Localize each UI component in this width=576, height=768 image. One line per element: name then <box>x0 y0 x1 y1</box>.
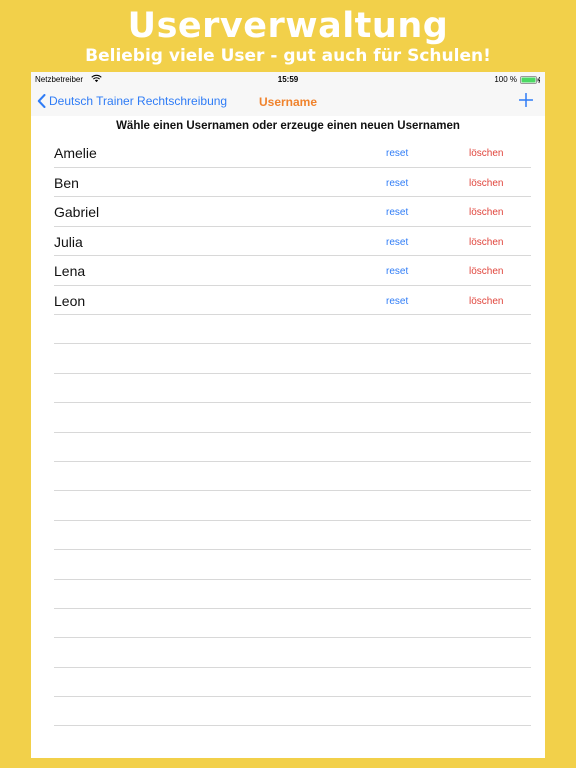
plus-icon[interactable] <box>519 93 533 107</box>
page-title: Username <box>258 95 318 109</box>
empty-row <box>54 609 531 638</box>
battery-percent: 100 % <box>494 75 517 84</box>
delete-button[interactable]: löschen <box>469 295 504 307</box>
empty-row <box>54 521 531 550</box>
user-row[interactable] <box>54 286 531 316</box>
user-row[interactable] <box>54 227 531 257</box>
user-name: Lena <box>54 263 86 279</box>
app-screen <box>31 72 545 758</box>
delete-button[interactable]: löschen <box>469 207 504 218</box>
user-name: Julia <box>54 233 83 250</box>
empty-row <box>54 315 531 344</box>
empty-row <box>54 550 531 579</box>
reset-button[interactable]: reset <box>386 207 409 218</box>
empty-row <box>54 374 531 403</box>
empty-row <box>54 462 531 491</box>
user-name: Leon <box>54 292 86 309</box>
promo-subtitle: Beliebig viele User - gut auch für Schulen! <box>85 46 491 66</box>
back-button-label: Deutsch Trainer Rechtschreibung <box>49 94 228 108</box>
reset-button[interactable]: reset <box>386 266 409 277</box>
user-row[interactable] <box>54 138 531 168</box>
user-row[interactable] <box>54 256 531 286</box>
user-name: Amelie <box>54 145 97 161</box>
status-time: 15:59 <box>277 75 299 84</box>
user-row[interactable] <box>54 197 531 227</box>
delete-button[interactable]: löschen <box>469 148 504 159</box>
delete-button[interactable]: löschen <box>469 236 504 248</box>
reset-button[interactable]: reset <box>386 236 409 248</box>
empty-row <box>54 403 531 432</box>
navigation-bar <box>31 88 545 116</box>
reset-button[interactable]: reset <box>386 148 409 159</box>
empty-row <box>54 433 531 462</box>
instruction-text: Wähle einen Usernamen oder erzeuge einen neuen Usernamen <box>116 120 460 132</box>
empty-row <box>54 491 531 520</box>
carrier-label: Netzbetreiber <box>35 75 84 84</box>
user-name: Ben <box>54 174 79 191</box>
user-row[interactable] <box>54 168 531 198</box>
delete-button[interactable]: löschen <box>469 177 504 189</box>
promo-title: Userverwaltung <box>127 6 449 46</box>
empty-row <box>54 344 531 373</box>
delete-button[interactable]: löschen <box>469 266 504 277</box>
user-list <box>31 138 545 726</box>
battery-icon <box>520 76 540 84</box>
status-bar <box>31 72 545 88</box>
empty-row <box>54 638 531 667</box>
reset-button[interactable]: reset <box>386 295 409 307</box>
empty-row <box>54 668 531 697</box>
user-name: Gabriel <box>54 204 100 220</box>
empty-row <box>54 580 531 609</box>
empty-row <box>54 697 531 726</box>
reset-button[interactable]: reset <box>386 177 409 189</box>
